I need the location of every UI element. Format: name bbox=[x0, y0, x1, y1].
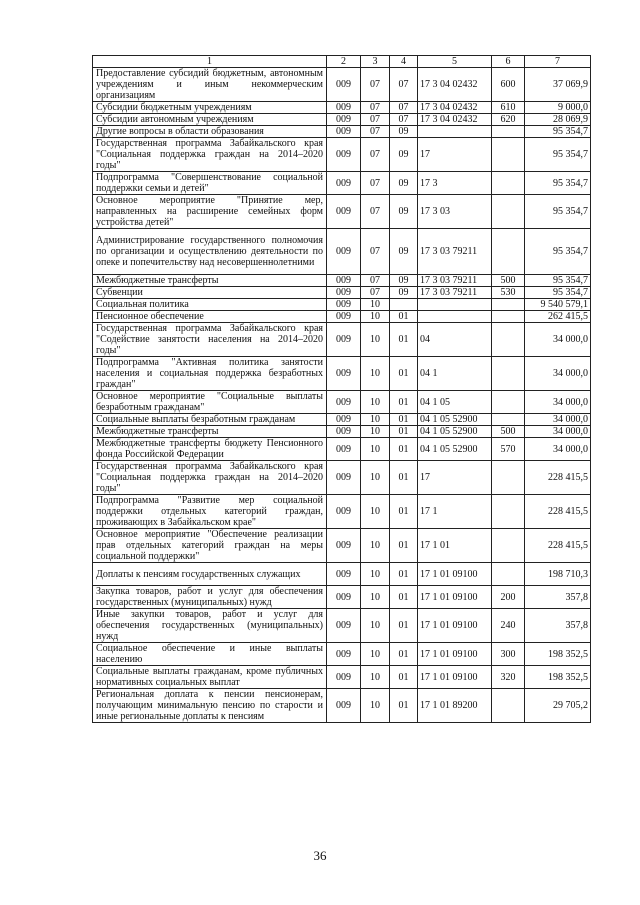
table-row bbox=[93, 195, 591, 229]
table-header-row bbox=[93, 56, 591, 68]
cell-budget-code: 009 bbox=[327, 275, 361, 287]
cell-row-name: Закупка товаров, работ и услуг для обеспечения государственных (муниципальных) нужд bbox=[93, 586, 327, 609]
table-row bbox=[93, 495, 591, 529]
column-header-5: 5 bbox=[418, 56, 492, 68]
cell-expense-type: 620 bbox=[492, 114, 525, 126]
cell-subsection: 01 bbox=[390, 495, 418, 529]
page-number: 36 bbox=[313, 848, 327, 863]
cell-section: 10 bbox=[361, 563, 390, 586]
cell-row-name: Доплаты к пенсиям государственных служащих bbox=[93, 563, 327, 586]
cell-row-name: Предоставление субсидий бюджетным, автономным учреждениям и иным некоммерческим организациям bbox=[93, 68, 327, 102]
cell-target-article: 04 1 05 52900 bbox=[418, 438, 492, 461]
cell-amount: 34 000,0 bbox=[525, 414, 591, 426]
cell-section: 10 bbox=[361, 357, 390, 391]
cell-expense-type: 320 bbox=[492, 666, 525, 689]
cell-target-article: 17 bbox=[418, 461, 492, 495]
cell-target-article: 17 bbox=[418, 138, 492, 172]
cell-budget-code: 009 bbox=[327, 689, 361, 723]
cell-target-article: 17 3 04 02432 bbox=[418, 114, 492, 126]
table-row bbox=[93, 461, 591, 495]
cell-subsection: 09 bbox=[390, 275, 418, 287]
cell-subsection: 01 bbox=[390, 357, 418, 391]
cell-section: 07 bbox=[361, 68, 390, 102]
cell-expense-type: 240 bbox=[492, 609, 525, 643]
cell-amount: 198 710,3 bbox=[525, 563, 591, 586]
table-row bbox=[93, 689, 591, 723]
cell-section: 10 bbox=[361, 426, 390, 438]
column-header-2: 2 bbox=[327, 56, 361, 68]
cell-row-name: Социальные выплаты безработным гражданам bbox=[93, 414, 327, 426]
cell-amount: 228 415,5 bbox=[525, 495, 591, 529]
cell-amount: 228 415,5 bbox=[525, 529, 591, 563]
cell-amount: 262 415,5 bbox=[525, 311, 591, 323]
cell-budget-code: 009 bbox=[327, 666, 361, 689]
cell-target-article bbox=[418, 311, 492, 323]
cell-target-article: 17 1 bbox=[418, 495, 492, 529]
cell-subsection: 01 bbox=[390, 643, 418, 666]
cell-target-article: 17 1 01 09100 bbox=[418, 609, 492, 643]
cell-subsection: 09 bbox=[390, 172, 418, 195]
cell-amount: 37 069,9 bbox=[525, 68, 591, 102]
cell-amount: 95 354,7 bbox=[525, 195, 591, 229]
cell-row-name: Другие вопросы в области образования bbox=[93, 126, 327, 138]
cell-row-name: Основное мероприятие "Обеспечение реализации прав отдельных категорий граждан на меры социальной поддержки" bbox=[93, 529, 327, 563]
cell-target-article: 17 1 01 09100 bbox=[418, 586, 492, 609]
cell-subsection: 07 bbox=[390, 114, 418, 126]
cell-target-article: 04 1 05 bbox=[418, 391, 492, 414]
cell-expense-type: 200 bbox=[492, 586, 525, 609]
cell-budget-code: 009 bbox=[327, 172, 361, 195]
cell-subsection: 01 bbox=[390, 563, 418, 586]
cell-subsection: 01 bbox=[390, 529, 418, 563]
table-row bbox=[93, 357, 591, 391]
cell-section: 07 bbox=[361, 275, 390, 287]
column-header-3: 3 bbox=[361, 56, 390, 68]
cell-subsection: 01 bbox=[390, 689, 418, 723]
cell-budget-code: 009 bbox=[327, 287, 361, 299]
cell-budget-code: 009 bbox=[327, 529, 361, 563]
table-row bbox=[93, 102, 591, 114]
cell-section: 10 bbox=[361, 586, 390, 609]
table-row bbox=[93, 275, 591, 287]
cell-target-article: 17 3 03 79211 bbox=[418, 287, 492, 299]
cell-target-article: 04 1 05 52900 bbox=[418, 426, 492, 438]
table-row bbox=[93, 114, 591, 126]
cell-subsection: 01 bbox=[390, 391, 418, 414]
cell-budget-code: 009 bbox=[327, 68, 361, 102]
cell-row-name: Субвенции bbox=[93, 287, 327, 299]
cell-budget-code: 009 bbox=[327, 495, 361, 529]
column-header-7: 7 bbox=[525, 56, 591, 68]
cell-section: 07 bbox=[361, 114, 390, 126]
table-row bbox=[93, 138, 591, 172]
cell-section: 07 bbox=[361, 195, 390, 229]
cell-subsection: 09 bbox=[390, 138, 418, 172]
cell-subsection: 07 bbox=[390, 68, 418, 102]
cell-budget-code: 009 bbox=[327, 299, 361, 311]
cell-section: 10 bbox=[361, 666, 390, 689]
cell-target-article: 17 1 01 89200 bbox=[418, 689, 492, 723]
cell-row-name: Социальные выплаты гражданам, кроме публичных нормативных социальных выплат bbox=[93, 666, 327, 689]
cell-section: 10 bbox=[361, 438, 390, 461]
cell-subsection: 01 bbox=[390, 323, 418, 357]
table-row bbox=[93, 391, 591, 414]
cell-expense-type: 530 bbox=[492, 287, 525, 299]
cell-expense-type bbox=[492, 229, 525, 275]
cell-expense-type bbox=[492, 195, 525, 229]
cell-row-name: Региональная доплата к пенсии пенсионерам, получающим минимальную пенсию по старости и иные региональные доплаты к пенсиям bbox=[93, 689, 327, 723]
cell-budget-code: 009 bbox=[327, 102, 361, 114]
cell-subsection: 09 bbox=[390, 229, 418, 275]
cell-subsection: 09 bbox=[390, 126, 418, 138]
cell-expense-type bbox=[492, 311, 525, 323]
cell-amount: 34 000,0 bbox=[525, 426, 591, 438]
cell-budget-code: 009 bbox=[327, 563, 361, 586]
cell-amount: 95 354,7 bbox=[525, 275, 591, 287]
cell-amount: 95 354,7 bbox=[525, 138, 591, 172]
cell-target-article: 17 1 01 09100 bbox=[418, 563, 492, 586]
cell-subsection: 01 bbox=[390, 414, 418, 426]
cell-expense-type: 610 bbox=[492, 102, 525, 114]
cell-row-name: Основное мероприятие "Принятие мер, направленных на расширение семейных форм устройства детей" bbox=[93, 195, 327, 229]
cell-amount: 28 069,9 bbox=[525, 114, 591, 126]
cell-section: 10 bbox=[361, 495, 390, 529]
cell-amount: 95 354,7 bbox=[525, 229, 591, 275]
cell-expense-type bbox=[492, 138, 525, 172]
cell-section: 07 bbox=[361, 229, 390, 275]
cell-row-name: Межбюджетные трансферты bbox=[93, 275, 327, 287]
budget-table bbox=[92, 55, 591, 723]
cell-expense-type bbox=[492, 495, 525, 529]
cell-section: 07 bbox=[361, 287, 390, 299]
cell-amount: 357,8 bbox=[525, 586, 591, 609]
cell-budget-code: 009 bbox=[327, 586, 361, 609]
cell-budget-code: 009 bbox=[327, 323, 361, 357]
cell-amount: 34 000,0 bbox=[525, 323, 591, 357]
cell-row-name: Подпрограмма "Развитие мер социальной поддержки отдельных категорий граждан, проживающих в Забайкальском крае" bbox=[93, 495, 327, 529]
cell-row-name: Субсидии бюджетным учреждениям bbox=[93, 102, 327, 114]
cell-target-article bbox=[418, 299, 492, 311]
table-row bbox=[93, 126, 591, 138]
cell-row-name: Иные закупки товаров, работ и услуг для обеспечения государственных (муниципальных) нужд bbox=[93, 609, 327, 643]
cell-expense-type: 570 bbox=[492, 438, 525, 461]
cell-section: 10 bbox=[361, 643, 390, 666]
cell-expense-type bbox=[492, 529, 525, 563]
cell-target-article: 17 3 04 02432 bbox=[418, 102, 492, 114]
cell-target-article: 17 3 03 79211 bbox=[418, 229, 492, 275]
cell-row-name: Государственная программа Забайкальского края "Содействие занятости населения на 2014–2020 годы" bbox=[93, 323, 327, 357]
table-row bbox=[93, 172, 591, 195]
cell-row-name: Межбюджетные трансферты бюджету Пенсионного фонда Российской Федерации bbox=[93, 438, 327, 461]
table-row bbox=[93, 414, 591, 426]
cell-amount: 29 705,2 bbox=[525, 689, 591, 723]
cell-row-name: Администрирование государственного полномочия по организации и осуществлению деятельности по опеке и попечительству над несовершеннолетними bbox=[93, 229, 327, 275]
cell-subsection: 01 bbox=[390, 438, 418, 461]
cell-row-name: Государственная программа Забайкальского края "Социальная поддержка граждан на 2014–2020 годы" bbox=[93, 138, 327, 172]
column-header-6: 6 bbox=[492, 56, 525, 68]
cell-amount: 34 000,0 bbox=[525, 438, 591, 461]
cell-section: 10 bbox=[361, 323, 390, 357]
cell-budget-code: 009 bbox=[327, 461, 361, 495]
cell-section: 10 bbox=[361, 609, 390, 643]
cell-expense-type bbox=[492, 299, 525, 311]
cell-target-article: 04 1 bbox=[418, 357, 492, 391]
cell-budget-code: 009 bbox=[327, 609, 361, 643]
cell-row-name: Подпрограмма "Активная политика занятости населения и социальная поддержка безработных граждан" bbox=[93, 357, 327, 391]
cell-target-article: 17 3 03 bbox=[418, 195, 492, 229]
cell-amount: 95 354,7 bbox=[525, 126, 591, 138]
cell-budget-code: 009 bbox=[327, 414, 361, 426]
cell-expense-type bbox=[492, 414, 525, 426]
cell-expense-type bbox=[492, 461, 525, 495]
cell-budget-code: 009 bbox=[327, 114, 361, 126]
table-row bbox=[93, 666, 591, 689]
table-row bbox=[93, 438, 591, 461]
cell-section: 10 bbox=[361, 391, 390, 414]
cell-budget-code: 009 bbox=[327, 357, 361, 391]
cell-budget-code: 009 bbox=[327, 438, 361, 461]
cell-amount: 95 354,7 bbox=[525, 287, 591, 299]
cell-section: 10 bbox=[361, 414, 390, 426]
cell-amount: 357,8 bbox=[525, 609, 591, 643]
cell-target-article: 17 3 03 79211 bbox=[418, 275, 492, 287]
table-row bbox=[93, 323, 591, 357]
cell-section: 10 bbox=[361, 529, 390, 563]
cell-budget-code: 009 bbox=[327, 391, 361, 414]
table-body bbox=[93, 68, 591, 723]
cell-section: 10 bbox=[361, 311, 390, 323]
cell-budget-code: 009 bbox=[327, 426, 361, 438]
cell-amount: 34 000,0 bbox=[525, 391, 591, 414]
cell-expense-type bbox=[492, 126, 525, 138]
cell-subsection: 01 bbox=[390, 586, 418, 609]
cell-target-article: 17 3 04 02432 bbox=[418, 68, 492, 102]
cell-expense-type: 600 bbox=[492, 68, 525, 102]
cell-subsection: 01 bbox=[390, 609, 418, 643]
table-row bbox=[93, 426, 591, 438]
cell-expense-type: 500 bbox=[492, 426, 525, 438]
cell-expense-type bbox=[492, 689, 525, 723]
cell-subsection: 01 bbox=[390, 311, 418, 323]
table-row bbox=[93, 311, 591, 323]
cell-target-article: 04 bbox=[418, 323, 492, 357]
table-row bbox=[93, 586, 591, 609]
table-row bbox=[93, 299, 591, 311]
cell-row-name: Субсидии автономным учреждениям bbox=[93, 114, 327, 126]
cell-subsection: 09 bbox=[390, 195, 418, 229]
table-row bbox=[93, 68, 591, 102]
cell-row-name: Подпрограмма "Совершенствование социальной поддержки семьи и детей" bbox=[93, 172, 327, 195]
cell-subsection bbox=[390, 299, 418, 311]
cell-subsection: 01 bbox=[390, 666, 418, 689]
cell-expense-type bbox=[492, 323, 525, 357]
cell-budget-code: 009 bbox=[327, 126, 361, 138]
cell-amount: 228 415,5 bbox=[525, 461, 591, 495]
column-header-1: 1 bbox=[93, 56, 327, 68]
cell-target-article bbox=[418, 126, 492, 138]
cell-budget-code: 009 bbox=[327, 195, 361, 229]
cell-section: 10 bbox=[361, 689, 390, 723]
cell-subsection: 01 bbox=[390, 426, 418, 438]
cell-expense-type bbox=[492, 172, 525, 195]
cell-expense-type bbox=[492, 563, 525, 586]
cell-subsection: 09 bbox=[390, 287, 418, 299]
cell-subsection: 07 bbox=[390, 102, 418, 114]
cell-expense-type: 500 bbox=[492, 275, 525, 287]
cell-section: 07 bbox=[361, 172, 390, 195]
cell-expense-type bbox=[492, 357, 525, 391]
cell-expense-type bbox=[492, 391, 525, 414]
cell-budget-code: 009 bbox=[327, 138, 361, 172]
cell-row-name: Социальная политика bbox=[93, 299, 327, 311]
table-row bbox=[93, 229, 591, 275]
cell-section: 10 bbox=[361, 461, 390, 495]
cell-budget-code: 009 bbox=[327, 311, 361, 323]
cell-target-article: 17 1 01 09100 bbox=[418, 666, 492, 689]
cell-section: 07 bbox=[361, 102, 390, 114]
table-row bbox=[93, 287, 591, 299]
cell-amount: 198 352,5 bbox=[525, 643, 591, 666]
cell-row-name: Социальное обеспечение и иные выплаты населению bbox=[93, 643, 327, 666]
cell-row-name: Межбюджетные трансферты bbox=[93, 426, 327, 438]
cell-target-article: 04 1 05 52900 bbox=[418, 414, 492, 426]
cell-expense-type: 300 bbox=[492, 643, 525, 666]
column-header-4: 4 bbox=[390, 56, 418, 68]
table-row bbox=[93, 529, 591, 563]
table-row bbox=[93, 609, 591, 643]
cell-row-name: Основное мероприятие "Социальные выплаты безработным гражданам" bbox=[93, 391, 327, 414]
cell-amount: 34 000,0 bbox=[525, 357, 591, 391]
table-row bbox=[93, 563, 591, 586]
cell-amount: 198 352,5 bbox=[525, 666, 591, 689]
cell-amount: 9 540 579,1 bbox=[525, 299, 591, 311]
cell-row-name: Пенсионное обеспечение bbox=[93, 311, 327, 323]
cell-section: 10 bbox=[361, 299, 390, 311]
cell-amount: 95 354,7 bbox=[525, 172, 591, 195]
cell-amount: 9 000,0 bbox=[525, 102, 591, 114]
cell-row-name: Государственная программа Забайкальского края "Социальная поддержка граждан на 2014–2020 годы" bbox=[93, 461, 327, 495]
cell-section: 07 bbox=[361, 138, 390, 172]
cell-target-article: 17 1 01 bbox=[418, 529, 492, 563]
cell-subsection: 01 bbox=[390, 461, 418, 495]
cell-budget-code: 009 bbox=[327, 643, 361, 666]
cell-section: 07 bbox=[361, 126, 390, 138]
table-row bbox=[93, 643, 591, 666]
cell-target-article: 17 1 01 09100 bbox=[418, 643, 492, 666]
cell-target-article: 17 3 bbox=[418, 172, 492, 195]
cell-budget-code: 009 bbox=[327, 229, 361, 275]
